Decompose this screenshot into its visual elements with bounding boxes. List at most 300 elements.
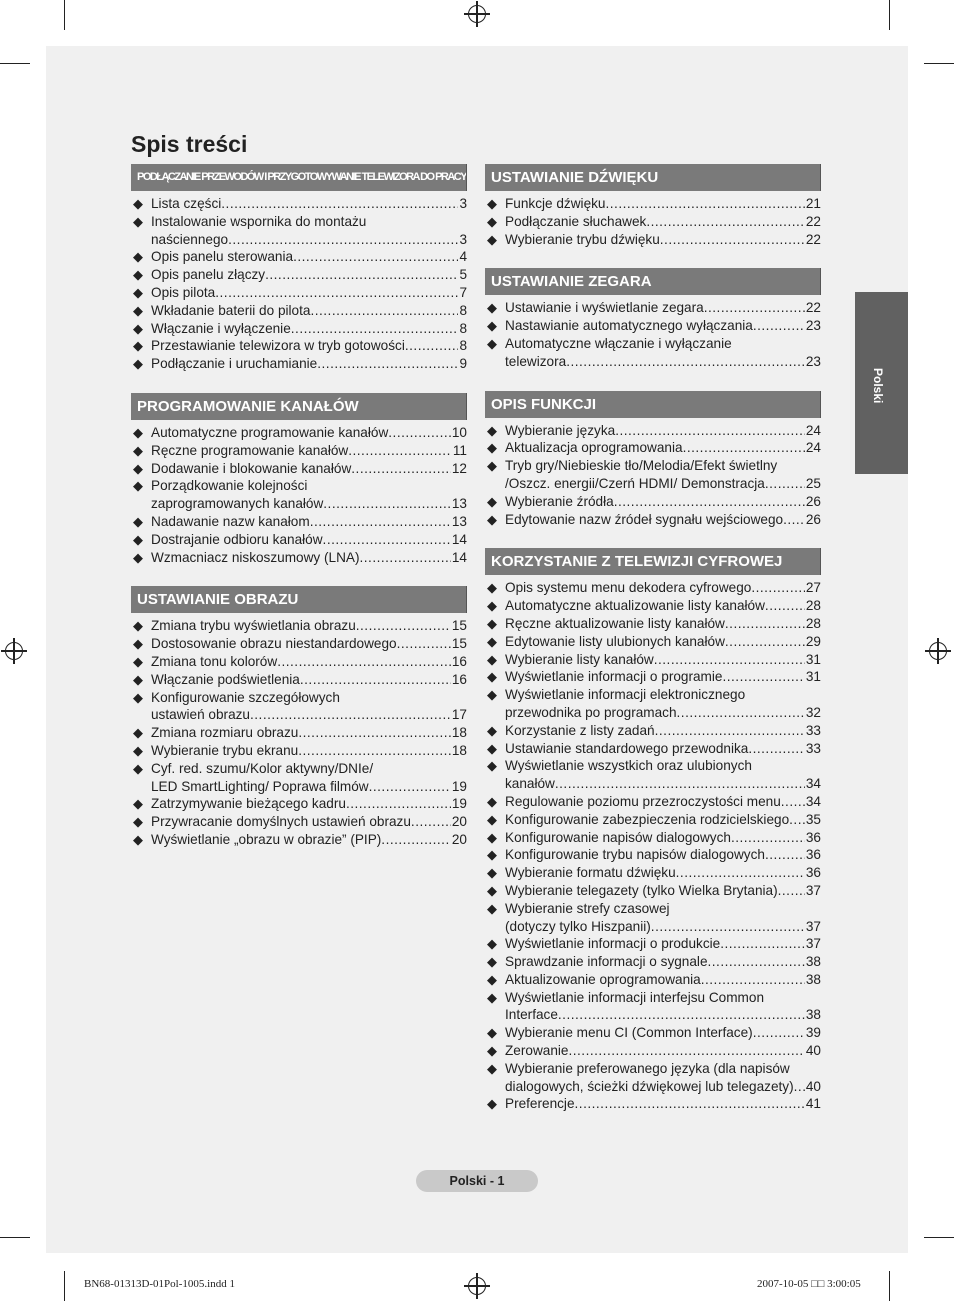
dot-leader — [323, 495, 451, 513]
entry-page-number: 20 — [451, 831, 467, 847]
dot-leader — [748, 740, 805, 758]
toc-entry[interactable] — [131, 266, 467, 284]
entry-page-number: 20 — [451, 814, 467, 830]
entry-title: Aktualizowanie oprogramowania — [505, 971, 701, 987]
diamond-bullet-icon: ◆ — [133, 356, 143, 372]
entry-title: Porządkowanie kolejności — [151, 478, 308, 494]
entry-title: Opis panelu złączy — [151, 267, 266, 283]
crop-mark — [0, 63, 30, 64]
dot-leader — [660, 231, 805, 249]
diamond-bullet-icon: ◆ — [487, 865, 497, 881]
dot-leader — [731, 829, 805, 847]
crop-mark — [924, 63, 954, 64]
entry-title: Automatyczne włączanie i wyłączanie — [505, 335, 732, 351]
toc-list — [131, 613, 467, 848]
dot-leader — [558, 1006, 805, 1024]
entry-title: Podłączanie słuchawek — [505, 213, 647, 229]
toc-entry[interactable] — [485, 722, 821, 740]
diamond-bullet-icon: ◆ — [487, 615, 497, 631]
diamond-bullet-icon: ◆ — [133, 442, 143, 458]
toc-entry[interactable] — [131, 831, 467, 849]
toc-entry[interactable] — [131, 671, 467, 689]
diamond-bullet-icon: ◆ — [487, 511, 497, 527]
dot-leader — [781, 793, 805, 811]
entry-title: Zmiana rozmiaru obrazu — [151, 725, 299, 741]
entry-title: Wybieranie strefy czasowej — [505, 900, 670, 916]
crop-mark — [64, 0, 65, 30]
dot-leader — [310, 302, 458, 320]
entry-page-number: 4 — [459, 249, 467, 265]
entry-title: Konfigurowanie szczegółowych — [151, 689, 340, 705]
toc-entry[interactable] — [485, 811, 821, 829]
dot-leader — [794, 1078, 805, 1096]
registration-mark-icon — [929, 642, 947, 660]
toc-entry[interactable] — [485, 900, 821, 936]
entry-title: Wybieranie trybu dźwięku — [505, 231, 660, 247]
dot-leader — [722, 668, 804, 686]
entry-page-number: 21 — [805, 196, 821, 211]
dot-leader — [405, 337, 459, 355]
toc-entry[interactable] — [485, 1095, 821, 1113]
toc-entry[interactable] — [485, 829, 821, 847]
entry-title: Wzmacniacz niskoszumowy (LNA) — [151, 549, 360, 565]
toc-entry[interactable] — [485, 213, 821, 231]
entry-page-number: 13 — [451, 513, 467, 529]
entry-page-number: 16 — [451, 653, 467, 669]
toc-entry[interactable] — [131, 320, 467, 338]
dot-leader — [654, 651, 805, 669]
side-tab-label: Polski — [871, 368, 885, 404]
toc-entry[interactable] — [485, 317, 821, 335]
dot-leader — [381, 831, 451, 849]
dot-leader — [725, 615, 805, 633]
diamond-bullet-icon: ◆ — [487, 811, 497, 827]
entry-page-number: 18 — [451, 725, 467, 741]
entry-page-number: 3 — [459, 196, 467, 211]
dot-leader — [310, 513, 451, 531]
dot-leader — [720, 935, 805, 953]
diamond-bullet-icon: ◆ — [133, 267, 143, 283]
toc-entry[interactable] — [131, 653, 467, 671]
entry-page-number: 24 — [805, 422, 821, 438]
diamond-bullet-icon: ◆ — [487, 687, 497, 703]
diamond-bullet-icon: ◆ — [133, 513, 143, 529]
entry-title: Włączanie i wyłączenie — [151, 320, 291, 336]
toc-entry[interactable] — [485, 1060, 821, 1096]
entry-title: Zerowanie — [505, 1043, 569, 1059]
dot-leader — [568, 1042, 804, 1060]
entry-title: Wybieranie formatu dźwięku — [505, 865, 676, 881]
toc-entry[interactable] — [131, 531, 467, 549]
entry-page-number: 14 — [451, 531, 467, 547]
toc-entry[interactable] — [131, 337, 467, 355]
entry-page-number: 3 — [459, 231, 467, 247]
toc-entry[interactable] — [485, 740, 821, 758]
diamond-bullet-icon: ◆ — [133, 338, 143, 354]
dot-leader — [765, 597, 805, 615]
toc-list — [485, 418, 821, 529]
entry-title: Opis systemu menu dekodera cyfrowego — [505, 580, 752, 596]
dot-leader — [221, 195, 458, 213]
dot-leader — [228, 231, 458, 249]
toc-section — [131, 164, 467, 373]
diamond-bullet-icon: ◆ — [487, 335, 497, 351]
diamond-bullet-icon: ◆ — [133, 689, 143, 705]
dot-leader — [708, 953, 805, 971]
entry-page-number: 38 — [805, 971, 821, 987]
diamond-bullet-icon: ◆ — [133, 284, 143, 300]
crop-mark — [64, 1271, 65, 1301]
toc-entry[interactable] — [485, 668, 821, 686]
entry-title: kanałów — [505, 776, 555, 792]
toc-entry[interactable] — [485, 1042, 821, 1060]
dot-leader — [293, 248, 458, 266]
toc-entry[interactable] — [485, 195, 821, 213]
toc-entry[interactable] — [131, 635, 467, 653]
entry-title: Opis pilota — [151, 284, 216, 300]
entry-page-number: 22 — [805, 231, 821, 247]
entry-title: Opis panelu sterowania — [151, 249, 294, 265]
entry-page-number: 15 — [451, 618, 467, 634]
entry-title: Interface — [505, 1007, 558, 1023]
diamond-bullet-icon: ◆ — [133, 796, 143, 812]
entry-page-number: 12 — [451, 460, 467, 476]
dot-leader — [291, 320, 459, 338]
dot-leader — [655, 722, 805, 740]
section-heading: USTAWIANIE OBRAZU — [131, 586, 467, 613]
entry-page-number: 40 — [805, 1078, 821, 1094]
dot-leader — [753, 317, 805, 335]
toc-entry[interactable] — [131, 795, 467, 813]
entry-title: Konfigurowanie napisów dialogowych — [505, 829, 731, 845]
diamond-bullet-icon: ◆ — [133, 478, 143, 494]
dot-leader — [606, 195, 805, 213]
entry-page-number: 32 — [805, 704, 821, 720]
dot-leader — [677, 704, 805, 722]
entry-page-number: 23 — [805, 318, 821, 334]
diamond-bullet-icon: ◆ — [133, 725, 143, 741]
entry-page-number: 31 — [805, 669, 821, 685]
entry-page-number: 39 — [805, 1025, 821, 1041]
entry-title: Zmiana tonu kolorów — [151, 653, 278, 669]
entry-page-number: 5 — [459, 267, 467, 283]
entry-page-number: 15 — [451, 636, 467, 652]
entry-page-number: 38 — [805, 1007, 821, 1023]
entry-page-number: 36 — [805, 865, 821, 881]
toc-entry[interactable] — [131, 813, 467, 831]
diamond-bullet-icon: ◆ — [487, 722, 497, 738]
toc-list — [131, 191, 467, 373]
dot-leader — [298, 724, 451, 742]
entry-page-number: 28 — [805, 598, 821, 614]
entry-title: Wyświetlanie informacji interfejsu Common — [505, 989, 764, 1005]
diamond-bullet-icon: ◆ — [133, 742, 143, 758]
diamond-bullet-icon: ◆ — [487, 422, 497, 438]
toc-entry[interactable] — [131, 549, 467, 567]
entry-page-number: 37 — [805, 936, 821, 952]
entry-title: Wyświetlanie informacji o produkcie — [505, 936, 721, 952]
entry-page-number: 33 — [805, 740, 821, 756]
diamond-bullet-icon: ◆ — [487, 1096, 497, 1112]
entry-title: Edytowanie nazw źródeł sygnału wejściowego — [505, 511, 784, 527]
toc-entry[interactable] — [485, 422, 821, 440]
diamond-bullet-icon: ◆ — [487, 989, 497, 1005]
entry-page-number: 9 — [459, 356, 467, 372]
page-number-badge: Polski - 1 — [416, 1170, 538, 1192]
dot-leader — [566, 353, 805, 371]
dot-leader — [317, 355, 458, 373]
diamond-bullet-icon: ◆ — [487, 1043, 497, 1059]
dot-leader — [300, 671, 451, 689]
entry-title: Nadawanie nazw kanałom — [151, 513, 310, 529]
toc-list — [485, 191, 821, 248]
diamond-bullet-icon: ◆ — [487, 580, 497, 596]
entry-page-number: 19 — [451, 778, 467, 794]
dot-leader — [277, 653, 451, 671]
entry-title: Edytowanie listy ulubionych kanałów — [505, 633, 725, 649]
diamond-bullet-icon: ◆ — [487, 598, 497, 614]
toc-list — [485, 575, 821, 1113]
section-heading: OPIS FUNKCJI — [485, 391, 821, 418]
entry-page-number: 37 — [805, 918, 821, 934]
diamond-bullet-icon: ◆ — [487, 1025, 497, 1041]
entry-page-number: 10 — [451, 424, 467, 440]
dot-leader — [388, 424, 451, 442]
toc-entry[interactable] — [485, 953, 821, 971]
toc-entry[interactable] — [131, 477, 467, 513]
entry-title: Ustawianie i wyświetlanie zegara — [505, 300, 704, 316]
toc-entry[interactable] — [131, 742, 467, 760]
toc-entry[interactable] — [485, 1024, 821, 1042]
entry-page-number: 17 — [451, 707, 467, 723]
toc-entry[interactable] — [485, 651, 821, 669]
dot-leader — [215, 284, 458, 302]
dot-leader — [789, 811, 805, 829]
dot-leader — [778, 882, 805, 900]
toc-section — [485, 391, 821, 529]
toc-entry[interactable] — [485, 615, 821, 633]
toc-entry[interactable] — [485, 793, 821, 811]
entry-title: Wyświetlanie wszystkich oraz ulubionych — [505, 758, 752, 774]
entry-page-number: 18 — [451, 742, 467, 758]
entry-page-number: 29 — [805, 633, 821, 649]
diamond-bullet-icon: ◆ — [487, 633, 497, 649]
entry-page-number: 34 — [805, 776, 821, 792]
entry-page-number: 36 — [805, 829, 821, 845]
toc-entry[interactable] — [485, 846, 821, 864]
entry-page-number: 26 — [805, 511, 821, 527]
entry-page-number: 8 — [459, 338, 467, 354]
toc-entry[interactable] — [485, 579, 821, 597]
dot-leader — [555, 775, 805, 793]
toc-entry[interactable] — [485, 439, 821, 457]
entry-page-number: 16 — [451, 671, 467, 687]
dot-leader — [411, 813, 451, 831]
diamond-bullet-icon: ◆ — [487, 493, 497, 509]
entry-title: Dostrajanie odbioru kanałów — [151, 531, 323, 547]
toc-entry[interactable] — [485, 597, 821, 615]
entry-title: Przywracanie domyślnych ustawień obrazu — [151, 814, 411, 830]
toc-entry[interactable] — [131, 355, 467, 373]
toc-section — [485, 268, 821, 370]
diamond-bullet-icon: ◆ — [487, 440, 497, 456]
entry-page-number: 40 — [805, 1043, 821, 1059]
left-column — [131, 164, 467, 869]
language-side-tab — [855, 292, 908, 474]
toc-entry[interactable] — [485, 457, 821, 493]
dot-leader — [614, 493, 805, 511]
entry-page-number: 25 — [805, 475, 821, 491]
diamond-bullet-icon: ◆ — [487, 882, 497, 898]
toc-entry[interactable] — [131, 284, 467, 302]
toc-entry[interactable] — [485, 882, 821, 900]
entry-title: Aktualizacja oprogramowania — [505, 440, 683, 456]
entry-page-number: 27 — [805, 580, 821, 596]
diamond-bullet-icon: ◆ — [487, 954, 497, 970]
entry-title: Regulowanie poziomu przezroczystości menu — [505, 793, 781, 809]
diamond-bullet-icon: ◆ — [487, 318, 497, 334]
toc-entry[interactable] — [131, 513, 467, 531]
entry-title: Dostosowanie obrazu niestandardowego — [151, 636, 397, 652]
dot-leader — [615, 422, 805, 440]
entry-page-number: 37 — [805, 882, 821, 898]
diamond-bullet-icon: ◆ — [133, 460, 143, 476]
diamond-bullet-icon: ◆ — [487, 231, 497, 247]
entry-title: Przestawianie telewizora w tryb gotowości — [151, 338, 405, 354]
diamond-bullet-icon: ◆ — [487, 196, 497, 211]
toc-section — [131, 586, 467, 848]
entry-title: Korzystanie z listy zadań — [505, 722, 655, 738]
diamond-bullet-icon: ◆ — [487, 458, 497, 474]
toc-entry[interactable] — [131, 724, 467, 742]
entry-title: Konfigurowanie zabezpieczenia rodzicielskiego — [505, 811, 790, 827]
toc-entry[interactable] — [131, 760, 467, 796]
diamond-bullet-icon: ◆ — [133, 213, 143, 229]
entry-title: Podłączanie i uruchamianie — [151, 356, 318, 372]
dot-leader — [651, 918, 805, 936]
diamond-bullet-icon: ◆ — [487, 651, 497, 667]
toc-entry[interactable] — [131, 195, 467, 213]
entry-page-number: 41 — [805, 1096, 821, 1112]
toc-entry[interactable] — [485, 864, 821, 882]
entry-page-number: 8 — [459, 302, 467, 318]
section-heading: USTAWIANIE DŹWIĘKU — [485, 164, 821, 191]
diamond-bullet-icon: ◆ — [487, 829, 497, 845]
diamond-bullet-icon: ◆ — [133, 302, 143, 318]
entry-title: Konfigurowanie trybu napisów dialogowych — [505, 847, 765, 863]
dot-leader — [397, 635, 451, 653]
toc-entry[interactable] — [485, 493, 821, 511]
entry-title: (dotyczy tylko Hiszpanii) — [505, 918, 651, 934]
entry-title: Włączanie podświetlenia — [151, 671, 300, 687]
toc-entry[interactable] — [131, 689, 467, 725]
dot-leader — [575, 1095, 805, 1113]
toc-entry[interactable] — [131, 617, 467, 635]
toc-entry[interactable] — [485, 757, 821, 793]
diamond-bullet-icon: ◆ — [487, 669, 497, 685]
registration-mark-icon — [468, 1277, 486, 1295]
entry-page-number: 23 — [805, 353, 821, 369]
toc-entry[interactable] — [485, 335, 821, 371]
entry-title: Instalowanie wspornika do montażu — [151, 213, 367, 229]
toc-entry[interactable] — [131, 460, 467, 478]
dot-leader — [646, 213, 805, 231]
diamond-bullet-icon: ◆ — [133, 549, 143, 565]
toc-section — [485, 548, 821, 1113]
dot-leader — [298, 742, 451, 760]
toc-entry[interactable] — [485, 971, 821, 989]
toc-list — [131, 420, 467, 566]
toc-section — [485, 164, 821, 248]
toc-entry[interactable] — [485, 633, 821, 651]
diamond-bullet-icon: ◆ — [133, 760, 143, 776]
entry-title: przewodnika po programach — [505, 704, 677, 720]
section-heading: USTAWIANIE ZEGARA — [485, 268, 821, 295]
entry-title: Funkcje dźwięku — [505, 196, 606, 211]
entry-title: Wybieranie źródła — [505, 493, 614, 509]
toc-entry[interactable] — [131, 248, 467, 266]
dot-leader — [323, 531, 451, 549]
dot-leader — [701, 971, 805, 989]
entry-title: Preferencje — [505, 1096, 575, 1112]
entry-title: Wybieranie języka — [505, 422, 616, 438]
toc-entry[interactable] — [131, 442, 467, 460]
entry-title: Lista części — [151, 196, 222, 211]
entry-page-number: 34 — [805, 793, 821, 809]
dot-leader — [348, 442, 452, 460]
entry-page-number: 28 — [805, 615, 821, 631]
dot-leader — [265, 266, 458, 284]
toc-entry[interactable] — [485, 231, 821, 249]
entry-title: Wybieranie preferowanego języka (dla napisów — [505, 1060, 790, 1076]
toc-entry[interactable] — [131, 302, 467, 320]
dot-leader — [369, 778, 451, 796]
entry-page-number: 7 — [459, 284, 467, 300]
toc-entry[interactable] — [485, 935, 821, 953]
diamond-bullet-icon: ◆ — [487, 847, 497, 863]
diamond-bullet-icon: ◆ — [487, 213, 497, 229]
toc-entry[interactable] — [485, 299, 821, 317]
entry-title: Zatrzymywanie bieżącego kadru — [151, 796, 346, 812]
dot-leader — [359, 549, 450, 567]
toc-entry[interactable] — [485, 511, 821, 529]
entry-title: dialogowych, ścieżki dźwiękowej lub telegazety) — [505, 1078, 794, 1094]
entry-page-number: 26 — [805, 493, 821, 509]
entry-page-number: 19 — [451, 796, 467, 812]
entry-page-number: 8 — [459, 320, 467, 336]
diamond-bullet-icon: ◆ — [133, 831, 143, 847]
entry-title: Dodawanie i blokowanie kanałów — [151, 460, 352, 476]
toc-entry[interactable] — [131, 424, 467, 442]
entry-title: Wkładanie baterii do pilota — [151, 302, 311, 318]
toc-entry[interactable] — [131, 213, 467, 249]
entry-title: Wybieranie telegazety (tylko Wielka Brytania) — [505, 882, 778, 898]
dot-leader — [683, 439, 805, 457]
dot-leader — [751, 579, 805, 597]
entry-title: Wyświetlanie „obrazu w obrazie” (PIP) — [151, 831, 382, 847]
toc-entry[interactable] — [485, 989, 821, 1025]
entry-title: Automatyczne aktualizowanie listy kanałów — [505, 598, 765, 614]
crop-mark — [889, 1271, 890, 1301]
page-title: Spis treści — [131, 131, 248, 157]
toc-list — [485, 295, 821, 370]
dot-leader — [725, 633, 805, 651]
entry-page-number: 22 — [805, 300, 821, 316]
entry-title: /Oszcz. energii/Czerń HDMI/ Demonstracja — [505, 475, 765, 491]
entry-title: Tryb gry/Niebieskie tło/Melodia/Efekt świetlny — [505, 458, 778, 474]
entry-page-number: 31 — [805, 651, 821, 667]
toc-entry[interactable] — [485, 686, 821, 722]
